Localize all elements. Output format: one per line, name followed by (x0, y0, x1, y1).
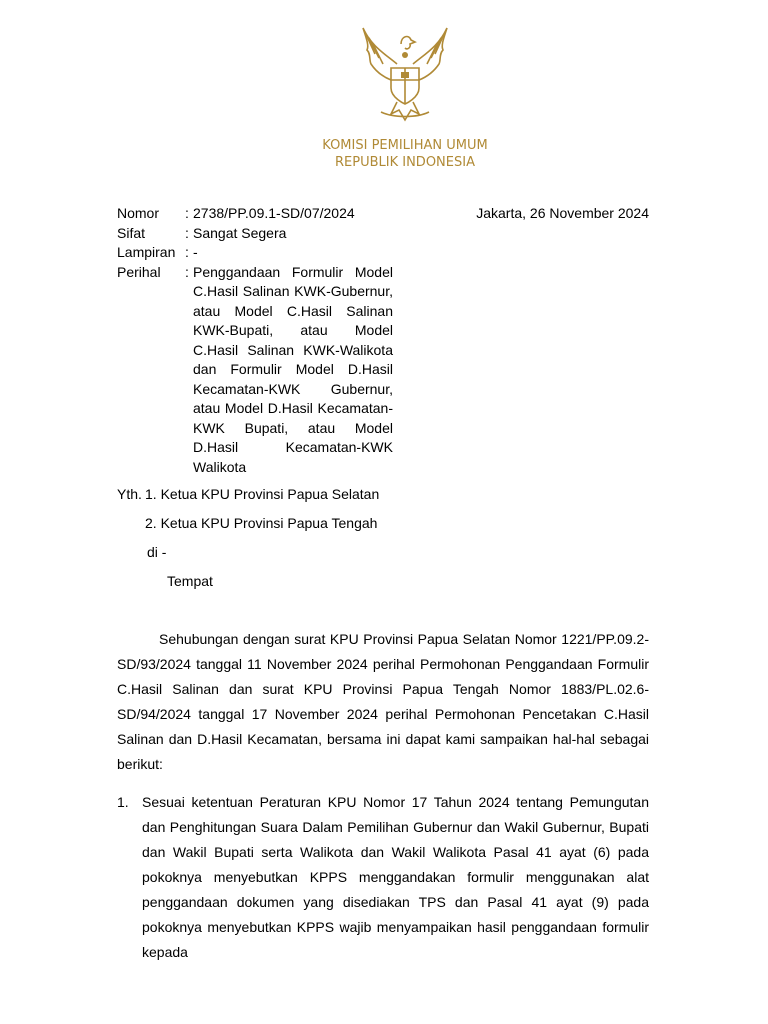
nomor-colon: : (185, 205, 189, 221)
perihal-colon: : (185, 263, 189, 280)
sifat-label: Sifat (117, 224, 146, 241)
lampiran-colon: : (185, 244, 189, 260)
meta-row-lampiran (117, 243, 649, 263)
tempat-label: Tempat (167, 573, 213, 589)
meta-row-sifat (117, 224, 649, 244)
di-label: di - (147, 544, 167, 560)
list-number: 1. (117, 794, 129, 810)
meta-row-perihal (117, 263, 649, 478)
body-paragraph (117, 627, 649, 777)
numbered-list (117, 790, 649, 965)
place-date: Jakarta, 26 November 2024 (476, 205, 649, 221)
recipient-2: 2. Ketua KPU Provinsi Papua Tengah (145, 515, 378, 531)
lampiran-label: Lampiran (117, 244, 176, 260)
perihal-label: Perihal (117, 263, 161, 280)
sifat-colon: : (185, 224, 189, 241)
recipient-1: 1. Ketua KPU Provinsi Papua Selatan (145, 486, 380, 502)
list-item (117, 790, 649, 965)
garuda-pancasila-emblem-icon (357, 24, 453, 124)
org-line-2: REPUBLIK INDONESIA (335, 155, 475, 170)
perihal-value: Penggandaan Formulir Model C.Hasil Salinan KWK-Gubernur, atau Model C.Hasil Salinan KWK-Bupati, atau Model C.Hasil Salinan KWK-Walikota dan Formulir Model D.Hasil Kecamatan-KWK Gubernur, atau Model D.Hasil Kecamatan-KWK Bupati, atau Model D.Hasil Kecamatan-KWK Walikota (193, 263, 393, 475)
institution-name (234, 137, 576, 171)
lampiran-value: - (193, 244, 198, 260)
nomor-value: 2738/PP.09.1-SD/07/2024 (193, 205, 355, 221)
org-line-1: KOMISI PEMILIHAN UMUM (322, 138, 488, 153)
letter-meta (117, 204, 649, 477)
sifat-value: Sangat Segera (193, 224, 287, 241)
list-text: Sesuai ketentuan Peraturan KPU Nomor 17 Tahun 2024 tentang Pemungutan dan Penghitungan Suara Dalam Pemilihan Gubernur dan Wakil Gubernur, Bupati dan Wakil Bupati serta Walikota dan Wakil Walikota Pasal 41 ayat (6) pada pokoknya menyebutkan KPPS menggandakan formulir menggunakan alat penggandaan dokumen yang disediakan TPS dan Pasal 41 ayat (9) pada pokoknya menyebutkan KPPS wajib menyampaikan hasil penggandaan formulir kepada (142, 794, 649, 960)
nomor-label: Nomor (117, 205, 160, 221)
yth-label: Yth. (117, 486, 142, 502)
paragraph-1-text: Sehubungan dengan surat KPU Provinsi Papua Selatan Nomor 1221/PP.09.2-SD/93/2024 tanggal 11 November 2024 perihal Permohonan Penggandaan Formulir C.Hasil Salinan dan surat KPU Provinsi Papua Tengah Nomor 1883/PL.02.6-SD/94/2024 tanggal 17 November 2024 perihal Permohonan Pencetakan C.Hasil Salinan dan D.Hasil Kecamatan, bersama ini dapat kami sampaikan hal-hal sebagai berikut: (117, 631, 649, 772)
